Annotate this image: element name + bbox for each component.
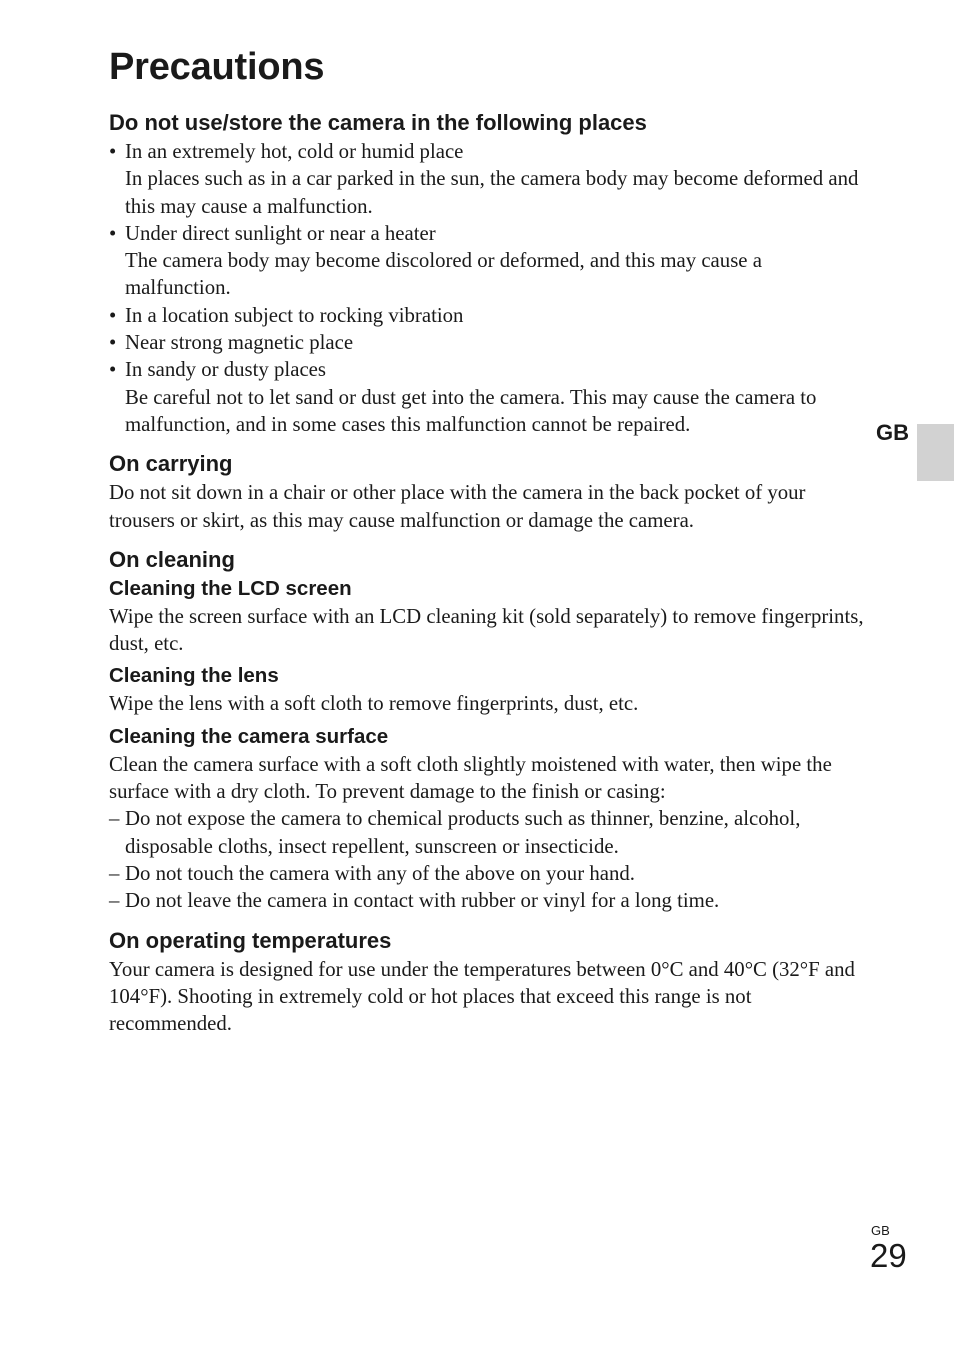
- item-head: Under direct sunlight or near a heater: [125, 221, 436, 245]
- list-item: [109, 887, 869, 914]
- item-head: In an extremely hot, cold or humid place: [125, 140, 464, 163]
- item-detail: The camera body may become discolored or deformed, and this may cause a malfunction.: [125, 249, 762, 300]
- surface-list: [109, 805, 869, 914]
- language-tab-marker: [917, 424, 954, 481]
- bullet-glyph: •: [109, 140, 117, 163]
- list-item: [109, 302, 869, 329]
- footer-region-code: GB: [871, 1223, 890, 1238]
- bullet-glyph: •: [109, 358, 117, 382]
- bullet-glyph: •: [109, 303, 117, 327]
- section-heading-carrying: On carrying: [109, 451, 233, 477]
- bullet-glyph: •: [109, 331, 117, 355]
- page-title: Precautions: [109, 46, 325, 88]
- subsection-lens: [109, 662, 869, 717]
- item-detail: Be careful not to let sand or dust get into the camera. This may cause the camera to malfunction, and in some cases this malfunction cannot be repaired.: [125, 385, 817, 436]
- item-head: In a location subject to rocking vibration: [125, 303, 464, 327]
- list-item: [109, 805, 869, 860]
- section-carrying: [109, 449, 869, 534]
- list-item: [109, 220, 869, 302]
- list-item: [109, 138, 869, 220]
- temperatures-text: Your camera is designed for use under the temperatures between 0°C and 40°C (32°F and 104°F). Shooting in extremely cold or hot places that exceed this range is not recommended.: [109, 957, 855, 1036]
- dash-glyph: –: [109, 861, 120, 885]
- item-text: Do not leave the camera in contact with rubber or vinyl for a long time.: [125, 889, 720, 913]
- section-heading-cleaning: On cleaning: [109, 546, 235, 572]
- subheading-lens: Cleaning the lens: [109, 664, 279, 688]
- page-number: 29: [870, 1237, 907, 1274]
- list-item: [109, 329, 869, 356]
- item-text: Do not touch the camera with any of the above on your hand.: [125, 861, 635, 885]
- section-places: [109, 108, 869, 438]
- subheading-lcd: Cleaning the LCD screen: [109, 576, 352, 600]
- lcd-text: Wipe the screen surface with an LCD cleaning kit (sold separately) to remove fingerprints, dust, etc.: [109, 604, 864, 656]
- item-text: Do not expose the camera to chemical products such as thinner, benzine, alcohol, disposable cloths, insect repellent, sunscreen or insecticide.: [125, 807, 801, 858]
- bullet-glyph: •: [109, 221, 117, 245]
- section-heading-places: Do not use/store the camera in the following places: [109, 110, 647, 135]
- surface-text: Clean the camera surface with a soft cloth slightly moistened with water, then wipe the surface with a dry cloth. To prevent damage to the finish or casing:: [109, 752, 832, 804]
- subsection-surface: [109, 723, 869, 915]
- dash-glyph: –: [109, 807, 120, 831]
- content: [109, 108, 869, 1037]
- subsection-lcd: [109, 575, 869, 658]
- item-detail: In places such as in a car parked in the sun, the camera body may become deformed and this may cause a malfunction.: [125, 167, 859, 218]
- dash-glyph: –: [109, 889, 120, 913]
- item-head: Near strong magnetic place: [125, 331, 354, 355]
- list-item: [109, 356, 869, 438]
- section-cleaning: [109, 545, 869, 915]
- list-item: [109, 860, 869, 887]
- language-tab-label: GB: [876, 420, 909, 445]
- lens-text: Wipe the lens with a soft cloth to remove fingerprints, dust, etc.: [109, 692, 639, 716]
- section-heading-temperatures: On operating temperatures: [109, 927, 392, 953]
- item-head: In sandy or dusty places: [125, 358, 326, 382]
- subheading-surface: Cleaning the camera surface: [109, 724, 389, 748]
- places-list: [109, 138, 869, 438]
- carrying-text: Do not sit down in a chair or other place with the camera in the back pocket of your trousers or skirt, as this may cause malfunction or damage the camera.: [109, 481, 806, 532]
- section-temperatures: [109, 926, 869, 1038]
